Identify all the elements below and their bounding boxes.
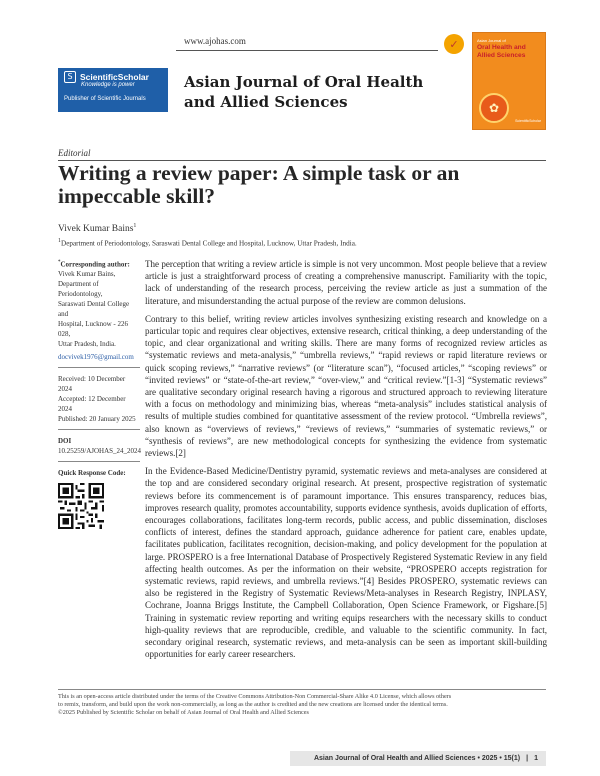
- cover-title: Oral Health and Allied Sciences: [477, 44, 526, 59]
- cover-publisher: ScientificScholar: [515, 119, 541, 123]
- body-paragraph: In the Evidence-Based Medicine/Dentistry pyramid, systematic reviews and meta-analyses are considered at the top and are considered secondary original research. At present, prospective registration of systematic reviews before its commencement is of paramount importance. This ensures transparency, reduces bias, improves research quality, promotes accountability, supports evidence synthesis, avoids duplication of efforts, encourages collaborations, facilitates long-term records, public access, and public dissemination, discloses conflicts of interest, defines the standard approach, guidance adherence for patient care, enables update, facilitates publication, facilitates recognition, decision-making, and policy development for the population at large. PROSPERO is a free International Database of Prospectively Registered Systematic Review in any field affecting health outcomes. As per the information on their website, “PROSPERO accepts registration for systematic reviews, rapid reviews, and umbrella reviews.”[4] Besides PROSPERO, systematic reviews can also be registered in the Registry of Systematic Reviews/Meta-analyses in Research Registry, INPLASY, Cochrane, Joanna Briggs Institute, the Campbell Collaboration, Open Science Framework, or Figshare.[5] Training in systematic review reporting and writing equips researchers with the necessary skills to conduct high-quality reviews that are reproducible, credible, and valuable to the scientific community. In fact, secondary original research, systematic reviews, and meta-analysis can be seen as important skill-building opportunities for early career researchers.: [145, 466, 547, 660]
- received-date: Received: 10 December 2024: [58, 375, 126, 394]
- corresponding-line: Vivek Kumar Bains,: [58, 270, 116, 279]
- corresponding-line: Hospital, Lucknow - 226 028,: [58, 320, 128, 339]
- author-name[interactable]: Vivek Kumar Bains: [58, 224, 134, 235]
- author-affiliation: [58, 238, 357, 247]
- article-body: [145, 258, 547, 667]
- scholar-logo-icon: S: [64, 71, 76, 83]
- doi-link[interactable]: 10.25259/AJOHAS_24_2024: [58, 447, 142, 456]
- footer-separator: |: [526, 755, 529, 762]
- journal-website-link[interactable]: www.ajohas.com: [184, 36, 246, 46]
- license-line: This is an open-access article distributed under the terms of the Creative Commons Attribution-Non Commercial-Share Alike 4.0 License, which allows others: [58, 693, 452, 700]
- journal-cover[interactable]: [472, 32, 546, 130]
- sidebar-divider: [58, 367, 140, 368]
- qr-code-label: Quick Response Code:: [58, 469, 126, 478]
- corresponding-author-label: *Corresponding author:: [58, 260, 130, 269]
- page-number: 1: [534, 755, 538, 762]
- open-access-icon: ✓: [444, 34, 464, 54]
- qr-code-icon[interactable]: [58, 483, 104, 529]
- corresponding-line: Uttar Pradesh, India.: [58, 340, 116, 349]
- header-divider: [176, 50, 438, 51]
- journal-reference: Asian Journal of Oral Health and Allied Sciences • 2025 • 15(1): [313, 755, 521, 762]
- publisher-logo[interactable]: [58, 68, 168, 112]
- sidebar-divider: [58, 429, 140, 430]
- body-paragraph: The perception that writing a review article is simple is not very uncommon. Most people believe that a review article is just a straightforward process of creating a comprehensive manuscript. Familiarity with the topic, lack of understanding of the research process, perceiving the review article as just a summation of the literature, and misunderstanding the actual purpose of the review are common delusions.: [145, 259, 547, 306]
- author-sup: 1: [133, 223, 137, 229]
- license-notice: [58, 689, 546, 718]
- copyright-line: ©2025 Published by Scientific Scholar on behalf of Asian Journal of Oral Health and Allied Sciences: [58, 709, 309, 717]
- logo-publisher-line: Publisher of Scientific Journals: [64, 96, 146, 102]
- affiliation-sup: 1: [58, 238, 61, 244]
- sidebar-divider: [58, 461, 140, 462]
- logo-name: ScientificScholar: [80, 72, 149, 82]
- journal-title: Asian Journal of Oral Health and Allied Sciences: [184, 73, 424, 111]
- license-line: to remix, transform, and build upon the work non-commercially, as long as the author is credited and the new creations are licensed under the identical terms.: [58, 701, 448, 709]
- corresponding-line: Saraswati Dental College and: [58, 300, 130, 319]
- cover-seal-icon: ✿: [479, 93, 509, 123]
- page-header: [0, 0, 600, 128]
- published-date: Published: 20 January 2025: [58, 415, 136, 424]
- body-paragraph: Contrary to this belief, writing review articles involves synthesizing existing research and knowledge on a particular topic and requires clear objectives, extensive research, critical thinking, a deep understanding of the topic, and clear organizational and writing skills. There are many forms of recognized review articles as “systematic reviews and meta-analysis,” “umbrella reviews,” “rapid reviews or rapid literature reviews or quick scoping reviews,” “narrative reviews” (or “literature scan”), “focused articles,” “scoping reviews” or “invited reviews” or “state-of-the-art review,” “over-view,” and “critical review.”[1-3] “Systematic reviews” are qualitative secondary original research having a rigorous and structured approach to reviewing literature with a focus on methodology and minimizing bias, whereas “meta-analysis” includes statistical analysis of results of multiple studies combined for quantitative assessment of the review protocol. “Umbrella reviews”, also known as “overviews of reviews,” “reviews of reviews,” “summaries of systematic reviews,” or “synthesis of reviews”, are new methodological concepts for synthesizing the evidence from systematic reviews.[2]: [145, 313, 547, 459]
- article-info-sidebar: [58, 258, 140, 529]
- accepted-date: Accepted: 12 December 2024: [58, 395, 126, 414]
- doi-label: DOI: [58, 437, 72, 446]
- article-section: Editorial: [58, 148, 91, 158]
- article-title: Writing a review paper: A simple task or an impeccable skill?: [58, 161, 460, 208]
- author-line: [58, 223, 136, 234]
- cover-small-text: Asian Journal of: [477, 38, 506, 43]
- page-footer: [290, 751, 546, 766]
- logo-tagline: Knowledge is power: [81, 82, 135, 88]
- affiliation-text: Department of Periodontology, Saraswati Dental College and Hospital, Lucknow, Uttar Pradesh, India.: [61, 239, 357, 248]
- corresponding-line: Department of Periodontology,: [58, 280, 103, 299]
- corresponding-email-link[interactable]: docvivek1976@gmail.com: [58, 353, 134, 362]
